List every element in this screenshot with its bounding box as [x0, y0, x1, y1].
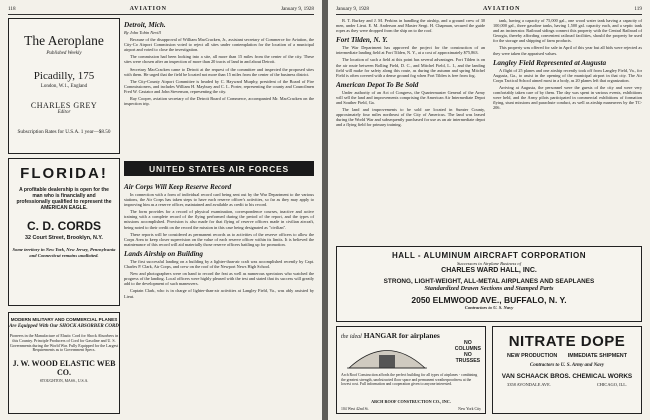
- ad-wood-elastic: [8, 312, 120, 414]
- article-title: Detroit, Mich.: [124, 21, 166, 29]
- running-head: [336, 4, 642, 14]
- ad-pitch: A profitable dealership is open for the man who is financially and professionally qualified to represent the AMERICAN EAGLE.: [16, 187, 112, 211]
- article-paragraph: The first successful landing on a building by a lighter-than-air craft was accomplished recently by Capt. Charles P. Clark, Air Corps, and crew on the roof of the Newport News High School.: [124, 258, 314, 270]
- article-paragraph: The commission had been looking into a site, all more than 15 miles from the center of the city. These sites were chosen after an inspection of more than 20 tracts of land in and about Detroit.: [124, 54, 314, 65]
- feature-item: COLUMNS: [454, 346, 481, 352]
- ad-subscription: Subscription Rates for U.S.A. 1 year—$8.50: [17, 129, 111, 135]
- ad-headline: [341, 331, 440, 340]
- issue-date: January 9, 1928: [280, 6, 314, 12]
- article-paragraph: This property was offered for sale in April of this year but all bids were rejected as they were taken the appraised values.: [493, 45, 642, 56]
- article-paragraph: A flight of 25 planes and one airship recently took off from Langley Field, Va., for Augusta, Ga., to assist in the opening of the municipal airport in that city. The Air Corps Tactical School aimed most in a body, as 20 planes left that organization.: [493, 67, 642, 83]
- page-number: 118: [8, 6, 16, 12]
- article-paragraph: The location of such a field at this point has several advantages. Fort Tilden is on the air route between Bolling Field, D. C., and Mitchel Field, L. I., and the landing field will make for safety along this route, as during the autumn and spring Mitchel Field is often covered with a dense ground fog when Fort Tilden is free from fog.: [336, 57, 485, 78]
- ad-headline: FLORIDA!: [20, 165, 108, 182]
- ad-successors: Successors to Airplane Business of: [457, 261, 521, 266]
- hangar-illustration: [347, 341, 427, 369]
- feature-item: TRUSSES: [455, 358, 481, 364]
- ad-city: New York City: [458, 407, 481, 411]
- ad-company: C. D. CORDS: [26, 219, 101, 233]
- article-paragraph: The form provides for a record of physical examination, correspondence courses, inactive and active training with a complete record of the flying performed during the period of the report, and the types of missions accomplished. Provision is also made for that flying of reserve officers made in civilian aircraft, being noted to their credit on the record the mission in this case being designated as "civilian".: [124, 209, 314, 230]
- ad-product-line-2: Standardized Drawn Sections and Stamped Parts: [424, 285, 554, 292]
- ad-title: The Aeroplane: [24, 33, 104, 48]
- ad-point-left: NEW PRODUCTION: [507, 353, 558, 359]
- right-page: [328, 0, 650, 420]
- article-paragraph: New and photographers were on hand to record the feat as well as numerous spectators who watched the progress of the landing. Local officers were highly pleased with the test and stated that its success will greatly add to the development of such maneuvers.: [124, 271, 314, 287]
- article-paragraph: Under authority of an Act of Congress, the Quartermaster General of the Army will sell the land and improvements comprising the American Air Intermediate Depot and Souther Field, Ga.: [336, 89, 485, 106]
- ad-the-aeroplane: [8, 18, 120, 154]
- article-title: Lands Airship on Building: [124, 249, 204, 258]
- ad-address: 2050 ELMWOOD AVE., BUFFALO, N. Y.: [411, 295, 567, 305]
- ad-address-row: [341, 407, 481, 411]
- ad-street: Picadilly, 175: [33, 70, 95, 82]
- ad-contract: Contractors to U. S. Navy: [464, 305, 514, 310]
- ad-address: 3358 AVONDALE AVE.: [507, 382, 551, 387]
- article-title: Air Corps Will Keep Reserve Record: [124, 183, 232, 191]
- ad-city: CHICAGO, ILL.: [596, 382, 627, 387]
- ad-arch-roof-hangar: [336, 326, 486, 414]
- header-rule: [8, 14, 314, 15]
- ad-address-row: [507, 382, 627, 387]
- ad-selling-points: [507, 353, 627, 359]
- article-paragraph: B. T. Burkey and J. M. Perkins in handling the airship, and a ground crew of 30 men, under Lieut. E. M. Anderson and Master Sergt. H. Chapman, secured the guide ropes as they were dropped from the ship on to the roof.: [336, 18, 485, 34]
- article-paragraph: In connection with a form of individual record card being sent out by the War Department to the various stations, the Air Corps has taken steps to have each reserve officer's activities, so far as they may apply to improving him as a reserve officer, maintained and available as credit to his record.: [124, 192, 314, 208]
- ad-company: J. W. WOOD ELASTIC WEB CO.: [12, 359, 116, 378]
- article-paragraph: Because of the disapproval of William MacCracken, Jr., assistant secretary of Commerce for Aviation, the City-Co Airport Commission voted to reject all sites under contemplation for the location of a municipal airport and voted to close the investigation.: [124, 37, 314, 53]
- ad-nitrate-dope: [492, 326, 642, 414]
- ad-product-line: STRONG, LIGHT-WEIGHT, ALL-METAL AIRPLANES AND SEAPLANES: [383, 278, 595, 285]
- ad-company-name: HALL - ALUMINUM AIRCRAFT CORPORATION: [392, 251, 586, 260]
- ad-florida: [8, 158, 120, 306]
- article-paragraph: Arriving at Augusta, the personnel were the guests of the city and were very comfortably taken care of by them. The day was spent in various events, exhibitions were held, and the Army pilots participated in commercial exhibitions of formation flying, stunt missions and parachute conduct, as well as airship maneuvers by the TC-206.: [493, 84, 642, 111]
- ad-subtitle: Published Weekly: [46, 51, 82, 56]
- ad-line-2: Are Equipped With Our SHOCK ABSORBER CORD: [9, 324, 119, 329]
- ad-company: ARCH ROOF CONSTRUCTION CO., INC.: [371, 399, 451, 404]
- running-head: [8, 4, 314, 14]
- article-paragraph: Secretary MacCracken came to Detroit at the request of the committee and inspected the proposed sites with them. He urged that the field be located not more than 15 miles from the center of the business district.: [124, 66, 314, 77]
- left-page: [0, 0, 322, 420]
- article-paragraph: The land and improvements to be sold are located in Sumter County, approximately four miles northeast of the City of Americus. The land was leased during the World War and subsequently purchased for use as an air intermediate depot and a flying field for primary training.: [336, 107, 485, 128]
- ad-headline-text: HANGAR for airplanes: [363, 331, 440, 340]
- article-title: Langley Field Represented at Augusta: [493, 58, 607, 67]
- ad-lead: the ideal: [341, 334, 362, 340]
- ad-features: [455, 340, 481, 364]
- ad-address: 104 West 42nd St.: [341, 407, 369, 411]
- article-title: American Depot To Be Sold: [336, 80, 419, 89]
- article-column-left: [124, 18, 314, 108]
- article-paragraph: Ray Cooper, aviation secretary of the Detroit Board of Commerce, accompanied Mr. MacCracken on the inspection trip.: [124, 96, 314, 107]
- ad-address: STOUGHTON, MASS., U.S.A.: [39, 379, 89, 384]
- header-rule: [336, 14, 642, 15]
- magazine-title: AVIATION: [129, 6, 168, 12]
- feature-item: NO: [463, 352, 472, 358]
- ad-editor-name: CHARLES GREY: [30, 101, 98, 110]
- article-column-right-2: [493, 18, 642, 244]
- article-column-right-1: [336, 18, 485, 244]
- article-byline: By John Tobin Nevill: [124, 30, 161, 35]
- ad-hall-aluminum: [336, 246, 642, 322]
- article-paragraph: The City-County Airport Committee is headed by C. Hayward Murphy, president of the Board of Fire Commissioners, and includes William H. Maybury and C. L. Porter, representing the county and Councilmen Fred W. Castator and John Stevenson, representing the city.: [124, 78, 314, 94]
- feature-item: NO: [463, 340, 472, 346]
- ad-body: Arch Roof Construction affords the perfect building for all types of airplanes - combining the greatest strength, unobstructed floor space and permanent weatherproofness at the lowest cost. Full information and cooperation given to anyone interested.: [341, 373, 478, 386]
- article-paragraph: The War Department has approved the project for the construction of an intermediate landing field at Fort Tilden, N. Y., at a cost of approximately $75,863.: [336, 45, 485, 56]
- page-number: 119: [634, 6, 642, 12]
- article-paragraph: Captain Clark, who is in charge of lighter-than-air activities at Langley Field, Va., was ably assisted by Lieut.: [124, 288, 314, 299]
- ad-city: London, W.1., England: [40, 84, 88, 89]
- ad-company: VAN SCHAACK BROS. CHEMICAL WORKS: [501, 373, 633, 380]
- ad-predecessor: CHARLES WARD HALL, INC.: [441, 267, 537, 274]
- ad-headline: NITRATE DOPE: [508, 333, 626, 350]
- ad-editor-role: Editor: [57, 110, 71, 115]
- article-column-left-lower: [124, 180, 314, 301]
- ad-note: Some territory in New York, New Jersey, Pennsylvania and Connecticut remains unallotted.: [12, 247, 116, 258]
- section-banner: UNITED STATES AIR FORCES: [124, 161, 314, 176]
- magazine-title: AVIATION: [482, 6, 521, 12]
- ad-line-1: MODERN MILITARY AND COMMERCIAL PLANES: [10, 317, 118, 322]
- article-paragraph: These reports will be considered as permanent records as to activities of the reserve officers to allow the Corps Area to keep closer supervision on the value of each reserve officer within its limits. It is believed the maintenance of this record will aid materially those reserve officers battling up for promotion.: [124, 231, 314, 247]
- article-title: Fort Tilden, N. Y.: [336, 36, 388, 45]
- issue-date: January 9, 1928: [336, 6, 369, 12]
- ad-line-3: Pioneers in the Manufacture of Elastic Cord for Shock Absorbers in this Country. Principle Producers of Cord for Gasoline and U. S. Governments during the World War. Fully Equipped for the Largest Requirements as to Government Specs.: [9, 333, 119, 353]
- ad-point-right: IMMEDIATE SHIPMENT: [567, 353, 627, 359]
- ad-contract: Contractors to U. S. Army and Navy: [529, 363, 605, 368]
- ad-address: 32 Court Street, Brooklyn, N.Y.: [25, 235, 103, 241]
- article-paragraph: tank, having a capacity of 75,000 gal., one wood water tank having a capacity of 100,000 gal., three gasoline tanks, having 1,500 gal. capacity each, and a septic tank and an incinerator. Railroad sidings connect this property with the Central Railroad of Georgia, thereby affording convenient railroad facilities, should the property be used for the storage and shipping of farm products.: [493, 18, 642, 44]
